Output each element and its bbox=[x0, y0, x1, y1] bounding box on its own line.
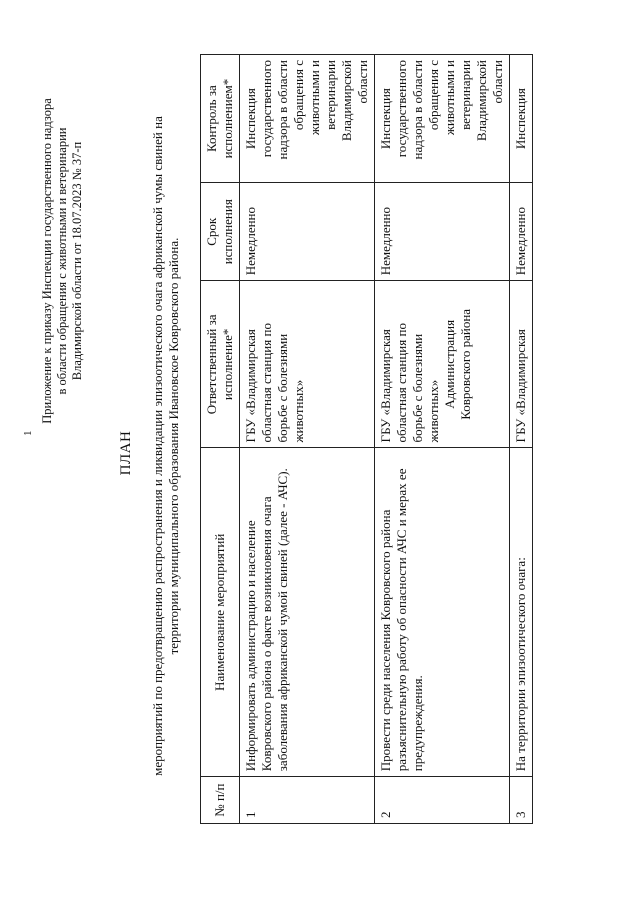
cell-control-rest: государственного надзора в области обращения с животными и ветеринарии Владимирской области bbox=[259, 60, 370, 160]
cell-responsible-text: ГБУ «Владимирская областная станция по борьбе с болезнями животных» bbox=[378, 323, 441, 443]
plan-table bbox=[200, 54, 533, 824]
table-row bbox=[510, 55, 533, 824]
cell-control-top: Инспекция bbox=[513, 88, 528, 150]
page-number: 1 bbox=[22, 430, 34, 436]
cell-responsible bbox=[375, 281, 510, 448]
cell-term: Немедленно bbox=[510, 183, 533, 281]
cell-responsible-text: ГБУ «Владимирская областная станция по борьбе с болезнями животных» bbox=[243, 323, 306, 443]
cell-term: Немедленно bbox=[240, 183, 375, 281]
cell-responsible bbox=[240, 281, 375, 448]
cell-control bbox=[375, 55, 510, 183]
header-num: № п/п bbox=[201, 777, 240, 824]
cell-num: 2 bbox=[375, 777, 510, 824]
cell-responsible-extra: Администрация Ковровского района bbox=[442, 308, 473, 420]
cell-control-rest: государственного надзора в области обращения с животными и ветеринарии Владимирской области bbox=[394, 60, 505, 160]
cell-responsible-text: ГБУ «Владимирская bbox=[513, 329, 528, 443]
cell-control-top: Инспекция bbox=[243, 88, 258, 150]
cell-control-top: Инспекция bbox=[378, 88, 393, 150]
cell-num: 3 bbox=[510, 777, 533, 824]
header-name: Наименование мероприятий bbox=[201, 448, 240, 777]
cell-responsible bbox=[510, 281, 533, 448]
cell-name: Провести среди населения Ковровского района разъяснительную работу об опасности АЧС и мерах ее предупреждения. bbox=[375, 448, 510, 777]
header-control: Контроль за исполнением* bbox=[201, 55, 240, 183]
cell-num: 1 bbox=[240, 777, 375, 824]
document-subtitle: мероприятий по предотвращению распространения и ликвидации эпизоотического очага африканской чумы свиней на территории муниципального образования Ивановское Ковровского района. bbox=[150, 116, 181, 776]
table-header-row bbox=[201, 55, 240, 824]
cell-name: На территории эпизоотического очага: bbox=[510, 448, 533, 777]
cell-term: Немедленно bbox=[375, 183, 510, 281]
cell-control bbox=[510, 55, 533, 183]
appendix-note: Приложение к приказу Инспекции государственного надзора в области обращения с животными и ветеринарии Владимирской области от 18.07.2023 № 37-п bbox=[40, 98, 84, 424]
table-row bbox=[375, 55, 510, 824]
table-row bbox=[240, 55, 375, 824]
document-title: ПЛАН bbox=[118, 430, 134, 476]
header-term: Срок исполнения bbox=[201, 183, 240, 281]
cell-name: Информировать администрацию и население Ковровского района о факте возникновения очага заболевания африканской чумой свиней (далее - АЧС). bbox=[240, 448, 375, 777]
cell-control bbox=[240, 55, 375, 183]
header-responsible: Ответственный за исполнение* bbox=[201, 281, 240, 448]
